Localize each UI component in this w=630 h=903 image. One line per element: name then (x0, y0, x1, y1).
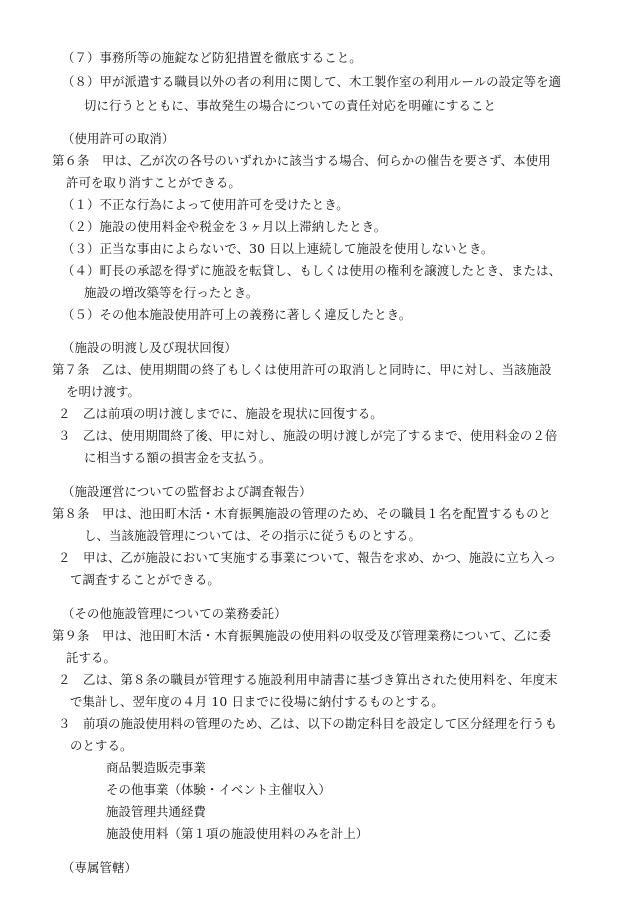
article-6: 第６条 甲は、乙が次の各号のいずれかに該当する場合、何らかの催告を要さず、本使用 (52, 153, 551, 168)
article-7-para-2: ２ 乙は前項の明け渡しまでに、施設を現状に回復する。 (58, 406, 383, 421)
article-6-cont: 許可を取り消すことができる。 (66, 175, 241, 190)
article-7-cont: を明け渡す。 (66, 384, 140, 399)
clause-5-item-7: （７）事務所等の施錠など防犯措置を徹底すること。 (62, 50, 362, 65)
clause-5-item-8: （８）甲が派遣する職員以外の者の利用に関して、木工製作室の利用ルールの設定等を適 (62, 74, 562, 89)
article-6-item-3: （３）正当な事由によらないで、30 日以上連続して施設を使用しないとき。 (62, 241, 494, 256)
article-7-para-3-cont: に相当する額の損害金を支払う。 (84, 450, 272, 465)
heading-jurisdiction: （専属管轄） (62, 860, 137, 875)
article-8: 第８条 甲は、池田町木活・木育振興施設の管理のため、その職員１名を配置するものと (52, 506, 552, 521)
account-item-2: その他事業（体験・イベント主催収入） (106, 782, 331, 797)
heading-supervision: （施設運営についての監督および調査報告） (62, 484, 312, 499)
article-6-item-5: （５）その他本施設使用許可上の義務に著しく違反したとき。 (62, 307, 412, 322)
article-9-para-3: ３ 前項の施設使用料の管理のため、乙は、以下の勘定科目を設定して区分経理を行うも (58, 716, 558, 731)
article-6-item-2: （２）施設の使用料金や税金を３ヶ月以上滞納したとき。 (62, 219, 387, 234)
article-9-para-2-cont: で集計し、翌年度の４月 10 日までに役場に納付するものとする。 (70, 694, 444, 709)
article-9-para-2: ２ 乙は、第８条の職員が管理する施設利用申請書に基づき算出された使用料を、年度末 (58, 672, 558, 687)
account-item-4: 施設使用料（第１項の施設使用料のみを計上） (106, 826, 369, 841)
heading-surrender: （施設の明渡し及び現状回復） (62, 340, 237, 355)
article-8-cont: し、当該施設管理については、その指示に従うものとする。 (84, 528, 421, 543)
article-7-para-3: ３ 乙は、使用期間終了後、甲に対し、施設の明け渡しが完了するまで、使用料金の２倍 (58, 428, 558, 443)
article-7: 第７条 乙は、使用期間の終了もしくは使用許可の取消しと同時に、甲に対し、当該施設 (52, 362, 552, 377)
account-item-3: 施設管理共通経費 (106, 804, 206, 819)
heading-revocation: （使用許可の取消） (62, 131, 175, 146)
account-item-1: 商品製造販売事業 (106, 760, 206, 775)
article-9-cont: 託する。 (66, 650, 116, 665)
article-6-item-1: （１）不正な行為によって使用許可を受けたとき。 (62, 197, 349, 212)
clause-5-item-8-cont: 切に行うとともに、事故発生の場合についての責任対応を明確にすること (84, 98, 496, 113)
article-8-para-2: ２ 甲は、乙が施設において実施する事業について、報告を求め、かつ、施設に立ち入っ (58, 550, 557, 565)
heading-outsourcing: （その他施設管理についての業務委託） (62, 606, 287, 621)
article-6-item-4-cont: 施設の増改築等を行ったとき。 (84, 285, 259, 300)
article-9-para-3-cont: のとする。 (70, 738, 133, 753)
article-9: 第９条 甲は、池田町木活・木育振興施設の使用料の収受及び管理業務について、乙に委 (52, 628, 552, 643)
article-8-para-2-cont: て調査することができる。 (70, 572, 220, 587)
article-6-item-4: （４）町長の承認を得ずに施設を転貸し、もしくは使用の権利を譲渡したとき、または、 (62, 263, 562, 278)
